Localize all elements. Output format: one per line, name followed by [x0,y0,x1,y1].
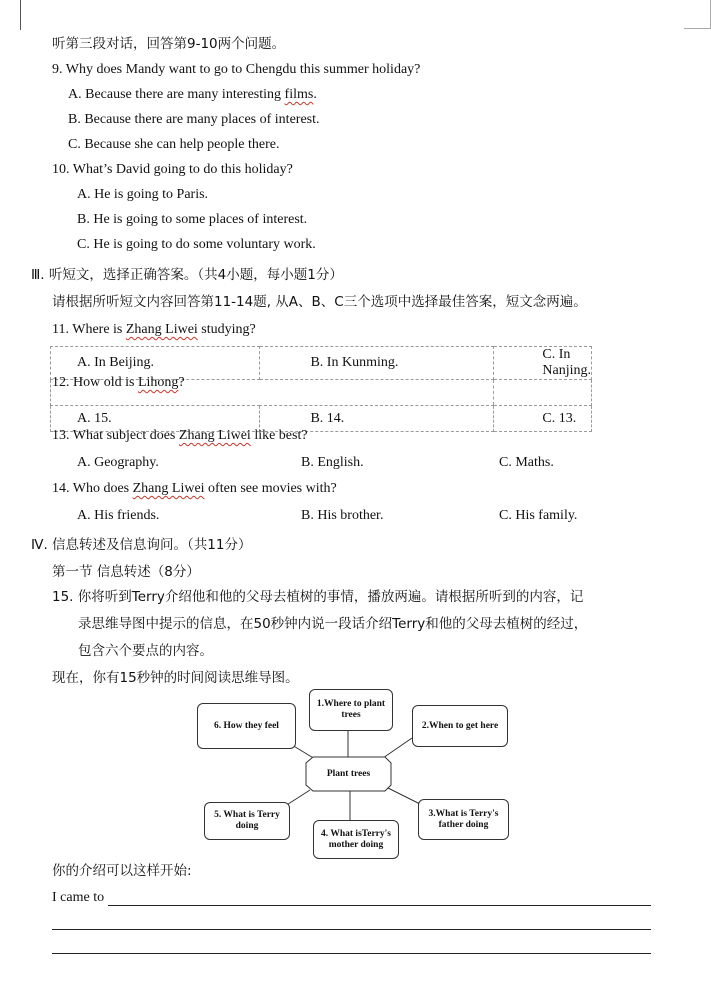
mindmap-center-node: Plant trees [326,768,371,779]
instruction-q9-10: 听第三段对话，回答第9-10两个问题。 [52,36,286,52]
mindmap-node-2: 2.When to get here [412,705,508,747]
q12-option-a: A. 15. [51,406,260,432]
part3-instruction: 请根据所听短文内容回答第11-14题, 从A、B、C三个选项中选择最佳答案，短文念两遍。 [52,294,587,310]
q11-name: Zhang Liwei [125,322,198,337]
q11-option-a: A. In Beijing. [51,347,260,380]
answer-line-3 [52,953,651,954]
part3-heading: Ⅲ. 听短文，选择正确答案。（共4小题，每小题1分） [31,267,343,283]
answer-line-1 [108,905,651,906]
q9-option-a-end: . [313,87,317,102]
q15-text-line3: 包含六个要点的内容。 [78,643,213,659]
q12-stem-pre: 12. How old is [52,375,138,390]
q11-option-c: C. In Nanjing. [494,347,592,380]
q13-name: Zhang Liwei [178,428,251,443]
part4-heading: Ⅳ. 信息转述及信息询问。（共11分） [31,537,252,553]
q12-name: Lihong [137,375,179,390]
q9-stem: 9. Why does Mandy want to go to Chengdu this summer holiday? [52,62,421,77]
q10-option-c: C. He is going to do some voluntary work. [77,237,316,252]
q14-name: Zhang Liwei [132,481,205,496]
q12-option-b: B. 14. [260,406,494,432]
q12-option-c: C. 13. [494,406,592,432]
q10-stem: 10. What’s David going to do this holiday? [52,162,293,177]
q15-text-line2: 录思维导图中提示的信息，在50秒钟内说一段话介绍Terry和他的父母去植树的经过， [78,616,588,632]
q13-option-c: C. Maths. [499,455,554,470]
mindmap-node-3: 3.What is Terry's father doing [418,799,509,840]
q15-text-line1: 15. 你将听到Terry介绍他和他的父母去植树的事情，播放两遍。请根据所听到的内容，记 [52,589,584,605]
mindmap-node-4: 4. What isTerry's mother doing [313,820,399,859]
q14-option-b: B. His brother. [301,508,384,523]
starter-text: I came to [52,890,105,905]
q9-option-b: B. Because there are many places of interest. [68,112,320,127]
q13-option-a: A. Geography. [77,455,159,470]
q9-option-a-text: A. Because there are many interesting [68,87,285,102]
q10-option-a: A. He is going to Paris. [77,187,209,202]
answer-line-2 [52,929,651,930]
start-hint: 你的介绍可以这样开始: [52,863,192,879]
q14-option-a: A. His friends. [77,508,160,523]
q14-stem-pre: 14. Who does [52,481,133,496]
q14-stem-post: often see movies with? [204,481,337,496]
q10-option-b: B. He is going to some places of interest. [77,212,308,227]
q9-option-c: C. Because she can help people there. [68,137,280,152]
mindmap-node-1: 1.Where to plant trees [309,689,393,731]
q13-stem-pre: 13. What subject does [52,428,179,443]
q11-stem-post: studying? [197,322,256,337]
part4-section1-title: 第一节 信息转述（8分） [52,564,200,580]
mindmap-node-5: 5. What is Terry doing [204,802,290,840]
q11-option-b: B. In Kunming. [260,347,494,380]
mindmap-node-6: 6. How they feel [197,703,296,749]
q13-option-b: B. English. [301,455,364,470]
read-time-instruction: 现在，你有15秒钟的时间阅读思维导图。 [52,670,299,686]
q13-stem-post: like best? [250,428,308,443]
q12-stem-post: ? [178,375,185,390]
q14-option-c: C. His family. [499,508,578,523]
spell-word-films: films [284,87,314,102]
q11-stem-pre: 11. Where is [52,322,126,337]
